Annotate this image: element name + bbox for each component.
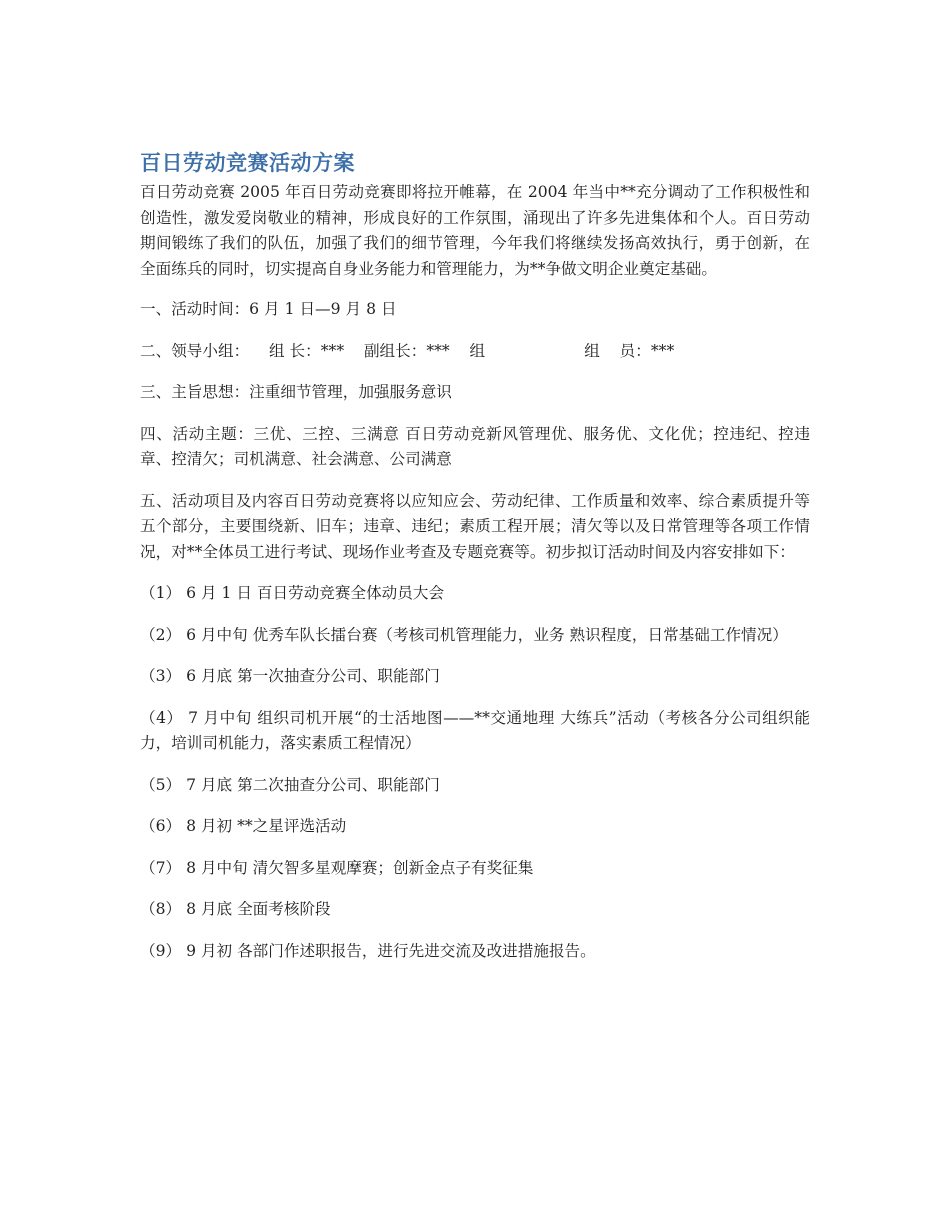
section-activity-items: 五、活动项目及内容百日劳动竞赛将以应知应会、劳动纪律、工作质量和效率、综合素质提升等五个部分，主要围绕新、旧车；违章、违纪；素质工程开展；清欠等以及日常管理等各项工作情况，对**全体员工进行考试、现场作业考查及专题竞赛等。初步拟订活动时间及内容安排如下： xyxy=(140,491,810,561)
schedule-item: （9） 9 月初 各部门作述职报告，进行先进交流及改进措施报告。 xyxy=(140,941,596,960)
schedule-item: （8） 8 月底 全面考核阶段 xyxy=(140,900,331,918)
section-main-idea: 三、主旨思想：注重细节管理，加强服务意识 xyxy=(140,383,452,401)
document-title: 百日劳动竞赛活动方案 xyxy=(140,151,355,175)
section-activity-theme: 四、活动主题：三优、三控、三满意 百日劳动竞新风管理优、服务优、文化优；控违纪、控违章、控清欠；司机满意、社会满意、公司满意 xyxy=(140,424,810,468)
section-activity-time: 一、活动时间：6 月 1 日—9 月 8 日 xyxy=(140,300,397,318)
schedule-item: （2） 6 月中旬 优秀车队长擂台赛（考核司机管理能力，业务 熟识程度，日常基础工作情况） xyxy=(140,625,788,644)
schedule-item: （7） 8 月中旬 清欠智多星观摩赛；创新金点子有奖征集 xyxy=(140,858,534,877)
schedule-item: （6） 8 月初 **之星评选活动 xyxy=(140,817,347,835)
intro-paragraph: 百日劳动竞赛 2005 年百日劳动竞赛即将拉开帷幕，在 2004 年当中**充分调动了工作积极性和创造性，激发爱岗敬业的精神，形成良好的工作氛围，涌现出了许多先进集体和个人。百日劳动期间锻练了我们的队伍，加强了我们的细节管理，今年我们将继续发扬高效执行，勇于创新，在全面练兵的同时，切实提高自身业务能力和管理能力，为**争做文明企业奠定基础。 xyxy=(140,183,810,278)
schedule-item: （4） 7 月中旬 组织司机开展“的士活地图——**交通地理 大练兵”活动（考核各分公司组织能力，培训司机能力，落实素质工程情况） xyxy=(140,708,810,752)
schedule-item: （3） 6 月底 第一次抽查分公司、职能部门 xyxy=(140,667,440,685)
schedule-item: （5） 7 月底 第二次抽查分公司、职能部门 xyxy=(140,775,440,794)
schedule-item: （1） 6 月 1 日 百日劳动竞赛全体动员大会 xyxy=(140,584,445,602)
document-page xyxy=(140,148,810,980)
section-leadership-group: 二、领导小组： 组 长：*** 副组长：*** 组 组 员：*** xyxy=(140,341,675,360)
